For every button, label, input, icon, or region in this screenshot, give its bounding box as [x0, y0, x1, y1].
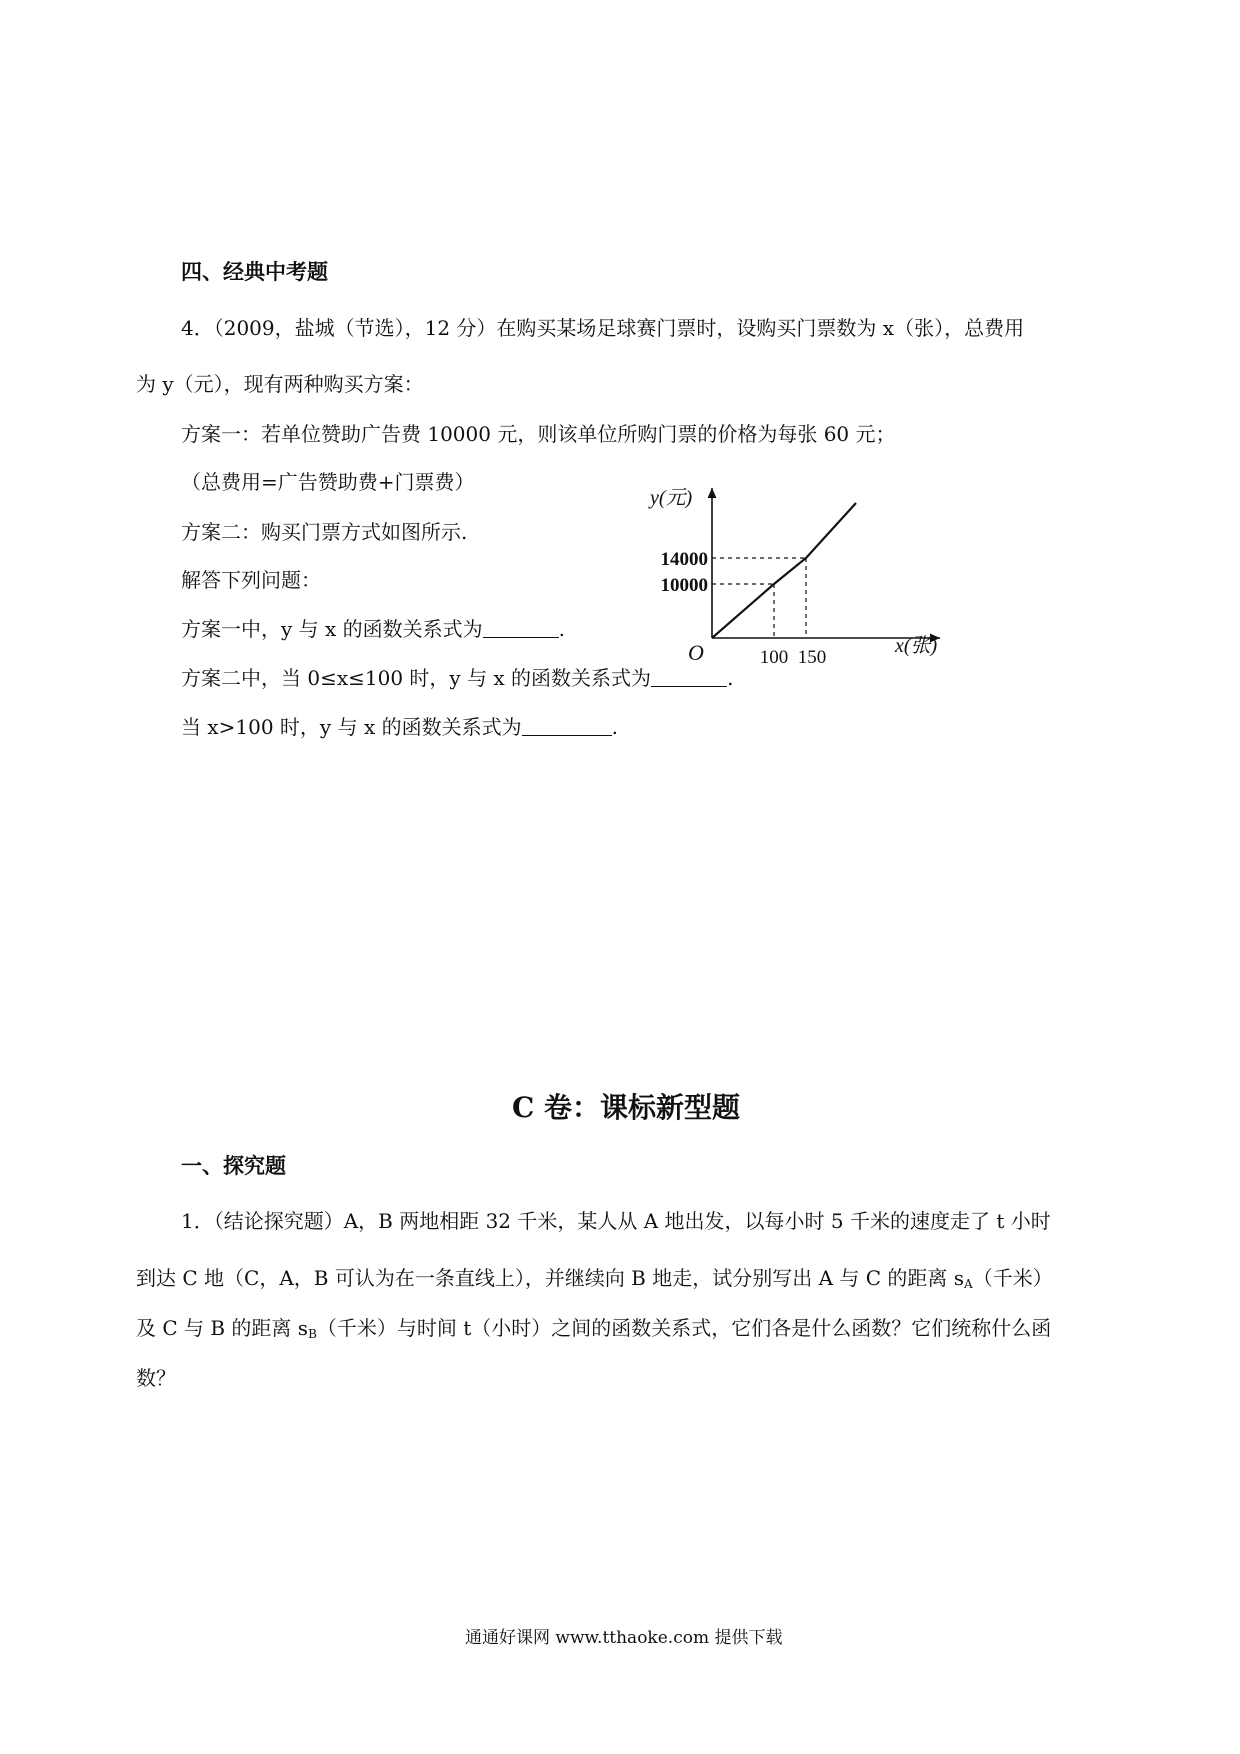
answer-blank-c [522, 717, 612, 736]
plan-two-text: 方案二：购买门票方式如图所示. [181, 520, 468, 544]
question-1-line3-start: 及 C 与 B 的距离 s [136, 1316, 309, 1340]
x-axis-label: x(张) [895, 635, 938, 657]
answer-blank-b [651, 668, 727, 687]
question-b-period: . [727, 666, 734, 690]
cost-graph [640, 474, 956, 666]
x-tick-150: 150 [797, 647, 827, 666]
question-a-period: . [558, 617, 566, 641]
y-tick-14000: 14000 [660, 549, 708, 570]
question-1-line2-text: 到达 C 地（C，A，B 可认为在一条直线上），并继续向 B 地走，试分别写出 A 与 C 的距离 s [136, 1266, 965, 1290]
question-4-line1: 4．（2009，盐城（节选），12 分）在购买某场足球赛门票时，设购买门票数为 x（张），总费用 [181, 316, 1025, 340]
subscript-a: A [964, 1277, 973, 1291]
question-a-text: 方案一中，y 与 x 的函数关系式为 [181, 617, 483, 641]
instructions: 解答下列问题： [181, 568, 321, 592]
question-4-line2: 为 y（元），现有两种购买方案： [136, 372, 424, 396]
question-a [181, 619, 565, 639]
cost-note: （总费用=广告赞助费+门票费） [181, 470, 475, 494]
answer-blank-a [483, 619, 559, 638]
question-1-line3 [136, 1318, 1051, 1340]
question-c-text: 当 x>100 时，y 与 x 的函数关系式为 [181, 715, 522, 739]
plan-one-text: 方案一：若单位赞助广告费 10000 元，则该单位所购门票的价格为每张 60 元； [181, 422, 896, 446]
question-1-line2-tail: （千米） [972, 1266, 1053, 1290]
question-b [181, 668, 733, 688]
footer-text: 通通好课网 www.tthaoke.com 提供下载 [465, 1628, 783, 1648]
x-tick-100: 100 [759, 647, 789, 666]
plan-two-cost-line [712, 503, 856, 638]
question-1-line1: 1．（结论探究题）A，B 两地相距 32 千米，某人从 A 地出发，以每小时 5 千米的速度走了 t 小时 [181, 1209, 1051, 1233]
question-1-line4: 数？ [136, 1366, 176, 1390]
y-axis-label: y(元) [650, 487, 693, 509]
question-c-period: . [611, 715, 618, 739]
question-c [181, 717, 618, 737]
y-tick-10000: 10000 [660, 575, 708, 596]
question-1-line2 [136, 1268, 1053, 1290]
subscript-b: B [308, 1327, 317, 1341]
part-c-title: C 卷：课标新型题 [512, 1091, 741, 1124]
question-b-text: 方案二中，当 0≤x≤100 时，y 与 x 的函数关系式为 [181, 666, 652, 690]
origin-label: O [688, 640, 704, 665]
part-c-heading: 一、探究题 [181, 1153, 286, 1178]
question-1-line3-rest: （千米）与时间 t（小时）之间的函数关系式，它们各是什么函数？它们统称什么函 [316, 1316, 1052, 1340]
section-heading: 四、经典中考题 [181, 259, 328, 284]
